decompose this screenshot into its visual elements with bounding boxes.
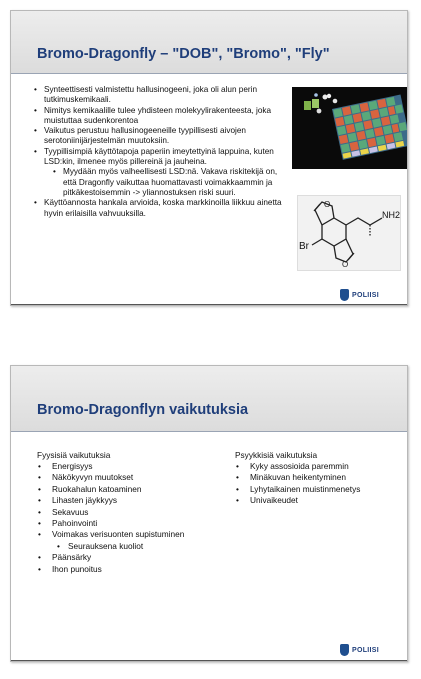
title-divider: [11, 431, 407, 432]
slide-title: Bromo-Dragonfly – "DOB", "Bromo", "Fly": [37, 46, 330, 62]
list-item: • Minäkuvan heikentyminen: [235, 472, 405, 483]
svg-text:O: O: [342, 260, 349, 269]
blotter-pills-image: [292, 87, 407, 169]
footer-divider: [11, 660, 407, 661]
bullet-item: • Nimitys kemikaalille tulee yhdisteen molekyylirakenteesta, joka muistuttaa sudenkorentoa: [33, 106, 287, 127]
psychological-effects-list: [235, 461, 405, 507]
sub-bullet-item: • Myydään myös valheellisesti LSD:nä. Vakava riskitekijä on, että Dragonfly vaikuttaa huomattavasti voimakkaammin ja pitkäkestoisemmin -> yliannostuksen riski suuri.: [33, 167, 287, 198]
logo-text: POLIISI: [352, 646, 379, 654]
logo-text: POLIISI: [352, 291, 379, 299]
list-item: • Univaikeudet: [235, 495, 405, 506]
bullet-item: • Tyypillisimpiä käyttötapoja paperiin imeytettyinä lappuina, kuten LSD:kin, ilmenee myös pillereinä ja jauheina.: [33, 147, 287, 168]
list-item: • Pahoinvointi: [37, 518, 217, 529]
sub-list-item: • Seurauksena kuoliot: [37, 541, 217, 552]
list-item: • Ihon punoitus: [37, 564, 217, 575]
list-item: • Näkökyvyn muutokset: [37, 472, 217, 483]
title-band: [11, 366, 407, 431]
badge-icon: [340, 289, 349, 301]
list-item: • Kyky assosioida paremmin: [235, 461, 405, 472]
br-label: Br: [299, 241, 309, 252]
police-logo: [340, 644, 379, 656]
blotter-pills-graphic: [292, 87, 407, 169]
list-item: • Ruokahalun katoaminen: [37, 484, 217, 495]
title-divider: [11, 73, 407, 74]
physical-effects-column: [37, 450, 217, 575]
badge-icon: [340, 644, 349, 656]
title-band: [11, 11, 407, 73]
list-item: • Voimakas verisuonten supistuminen: [37, 529, 217, 540]
physical-effects-heading: Fyysisiä vaikutuksia: [37, 450, 111, 460]
psychological-effects-heading: Psyykkisiä vaikutuksia: [235, 450, 318, 460]
physical-effects-list: [37, 461, 217, 575]
footer-divider: [11, 304, 407, 305]
list-item: • Päänsärky: [37, 552, 217, 563]
bullet-list: [33, 85, 287, 219]
molecule-graphic: [298, 196, 402, 272]
molecule-structure-image: [297, 195, 401, 271]
list-item: • Sekavuus: [37, 507, 217, 518]
bullet-item: • Synteettisesti valmistettu hallusinogeeni, joka oli alun perin tutkimuskemikaali.: [33, 85, 287, 106]
slide-2: [10, 365, 408, 662]
list-item: • Lyhytaikainen muistinmenetys: [235, 484, 405, 495]
list-item: • Lihasten jäykkyys: [37, 495, 217, 506]
psychological-effects-column: [235, 450, 405, 507]
list-item: • Energisyys: [37, 461, 217, 472]
police-logo: [340, 289, 379, 301]
slide-title: Bromo-Dragonflyn vaikutuksia: [37, 402, 249, 418]
svg-text:O: O: [324, 200, 331, 209]
slide-1: [10, 10, 408, 306]
bullet-item: • Käyttöannosta hankala arvioida, koska markkinoilla liikkuu ainetta hyvin erilaisilla vahvuuksilla.: [33, 198, 287, 219]
bullet-item: • Vaikutus perustuu hallusinogeeneille tyypillisesti aivojen serotoniinijärjestelmän muutoksiin.: [33, 126, 287, 147]
nh2-label: NH2: [382, 210, 401, 220]
